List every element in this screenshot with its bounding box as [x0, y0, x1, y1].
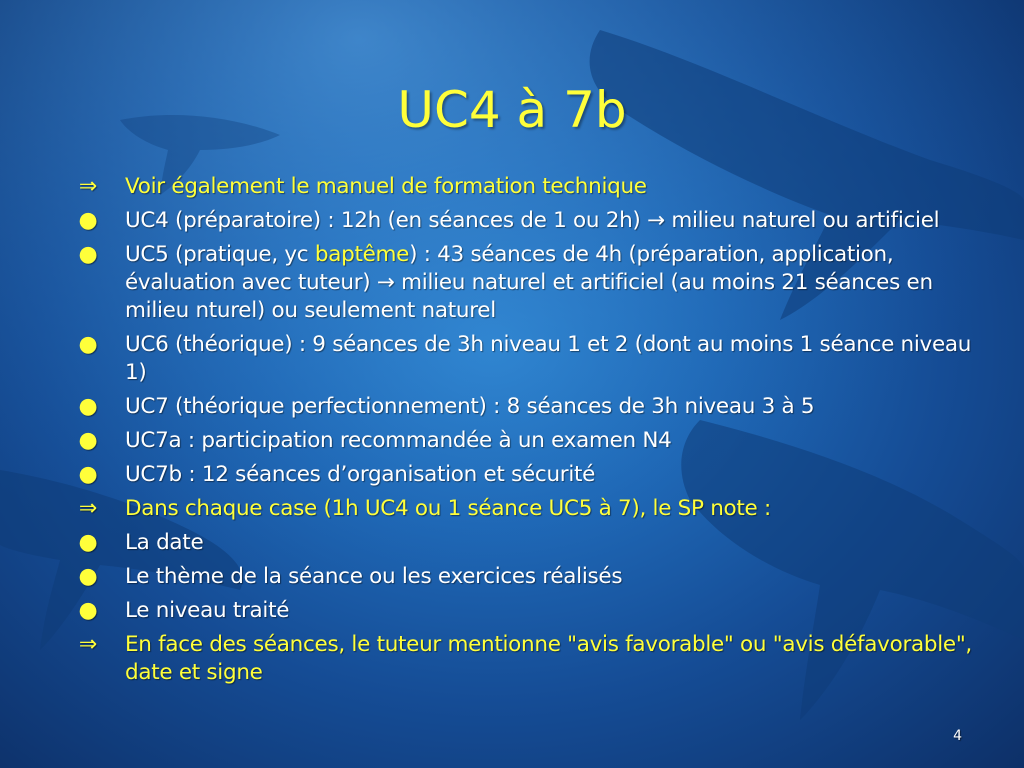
list-item	[60, 207, 980, 235]
item-text: Voir également le manuel de formation technique	[125, 174, 647, 199]
bullet-icon: ●	[78, 530, 98, 555]
item-text: UC4 (préparatoire) : 12h (en séances de 1 ou 2h)	[125, 208, 648, 233]
list-item	[60, 241, 980, 325]
list-item	[60, 427, 980, 455]
list-item	[60, 631, 980, 687]
list-item	[60, 393, 980, 421]
list-item	[60, 331, 980, 387]
page-number: 4	[953, 728, 962, 744]
item-text: UC7 (théorique perfectionnement) : 8 séances de 3h niveau 3 à 5	[125, 394, 815, 419]
list-item	[60, 461, 980, 489]
item-text: La date	[125, 530, 204, 555]
double-arrow-icon: ⇒	[78, 174, 98, 199]
item-text: Dans chaque case (1h UC4 ou 1 séance UC5 à 7), le SP note :	[125, 496, 771, 521]
bullet-icon: ●	[78, 564, 98, 589]
list-item	[60, 563, 980, 591]
item-text: milieu naturel ou artificiel	[664, 208, 940, 233]
item-text: Le niveau traité	[125, 598, 290, 623]
item-text: UC6 (théorique) : 9 séances de 3h niveau 1 et 2 (dont au moins 1 séance niveau 1)	[125, 332, 972, 385]
bullet-icon: ●	[78, 394, 98, 419]
list-item	[60, 173, 980, 201]
item-text: UC5 (pratique, yc	[125, 242, 315, 267]
bullet-icon: ●	[78, 598, 98, 623]
list-item	[60, 495, 980, 523]
item-text: ) : 43 séances de 4h (préparation, application, évaluation avec tuteur)	[125, 242, 894, 295]
item-text: milieu naturel et artificiel (au moins 21 séances en milieu nturel) ou seulement naturel	[125, 270, 933, 323]
bullet-icon: ●	[78, 428, 98, 453]
item-text: UC7a : participation recommandée à un examen N4	[125, 428, 672, 453]
arrow-icon: →	[376, 270, 395, 295]
list-item	[60, 529, 980, 557]
double-arrow-icon: ⇒	[78, 496, 98, 521]
highlight-text: baptême	[314, 242, 410, 267]
double-arrow-icon: ⇒	[78, 632, 98, 657]
arrow-icon: →	[647, 208, 665, 233]
item-text: UC7b : 12 séances d’organisation et sécurité	[125, 462, 596, 487]
bullet-icon: ●	[78, 242, 98, 267]
slide-title: UC4 à 7b	[397, 81, 627, 139]
bullet-icon: ●	[78, 462, 98, 487]
list-item	[60, 597, 980, 625]
bullet-icon: ●	[78, 332, 98, 357]
bullet-icon: ●	[78, 208, 98, 233]
item-text: En face des séances, le tuteur mentionne "avis favorable" ou "avis défavorable", date et signe	[125, 632, 972, 685]
bullet-list	[60, 173, 980, 693]
item-text: Le thème de la séance ou les exercices réalisés	[125, 564, 623, 589]
